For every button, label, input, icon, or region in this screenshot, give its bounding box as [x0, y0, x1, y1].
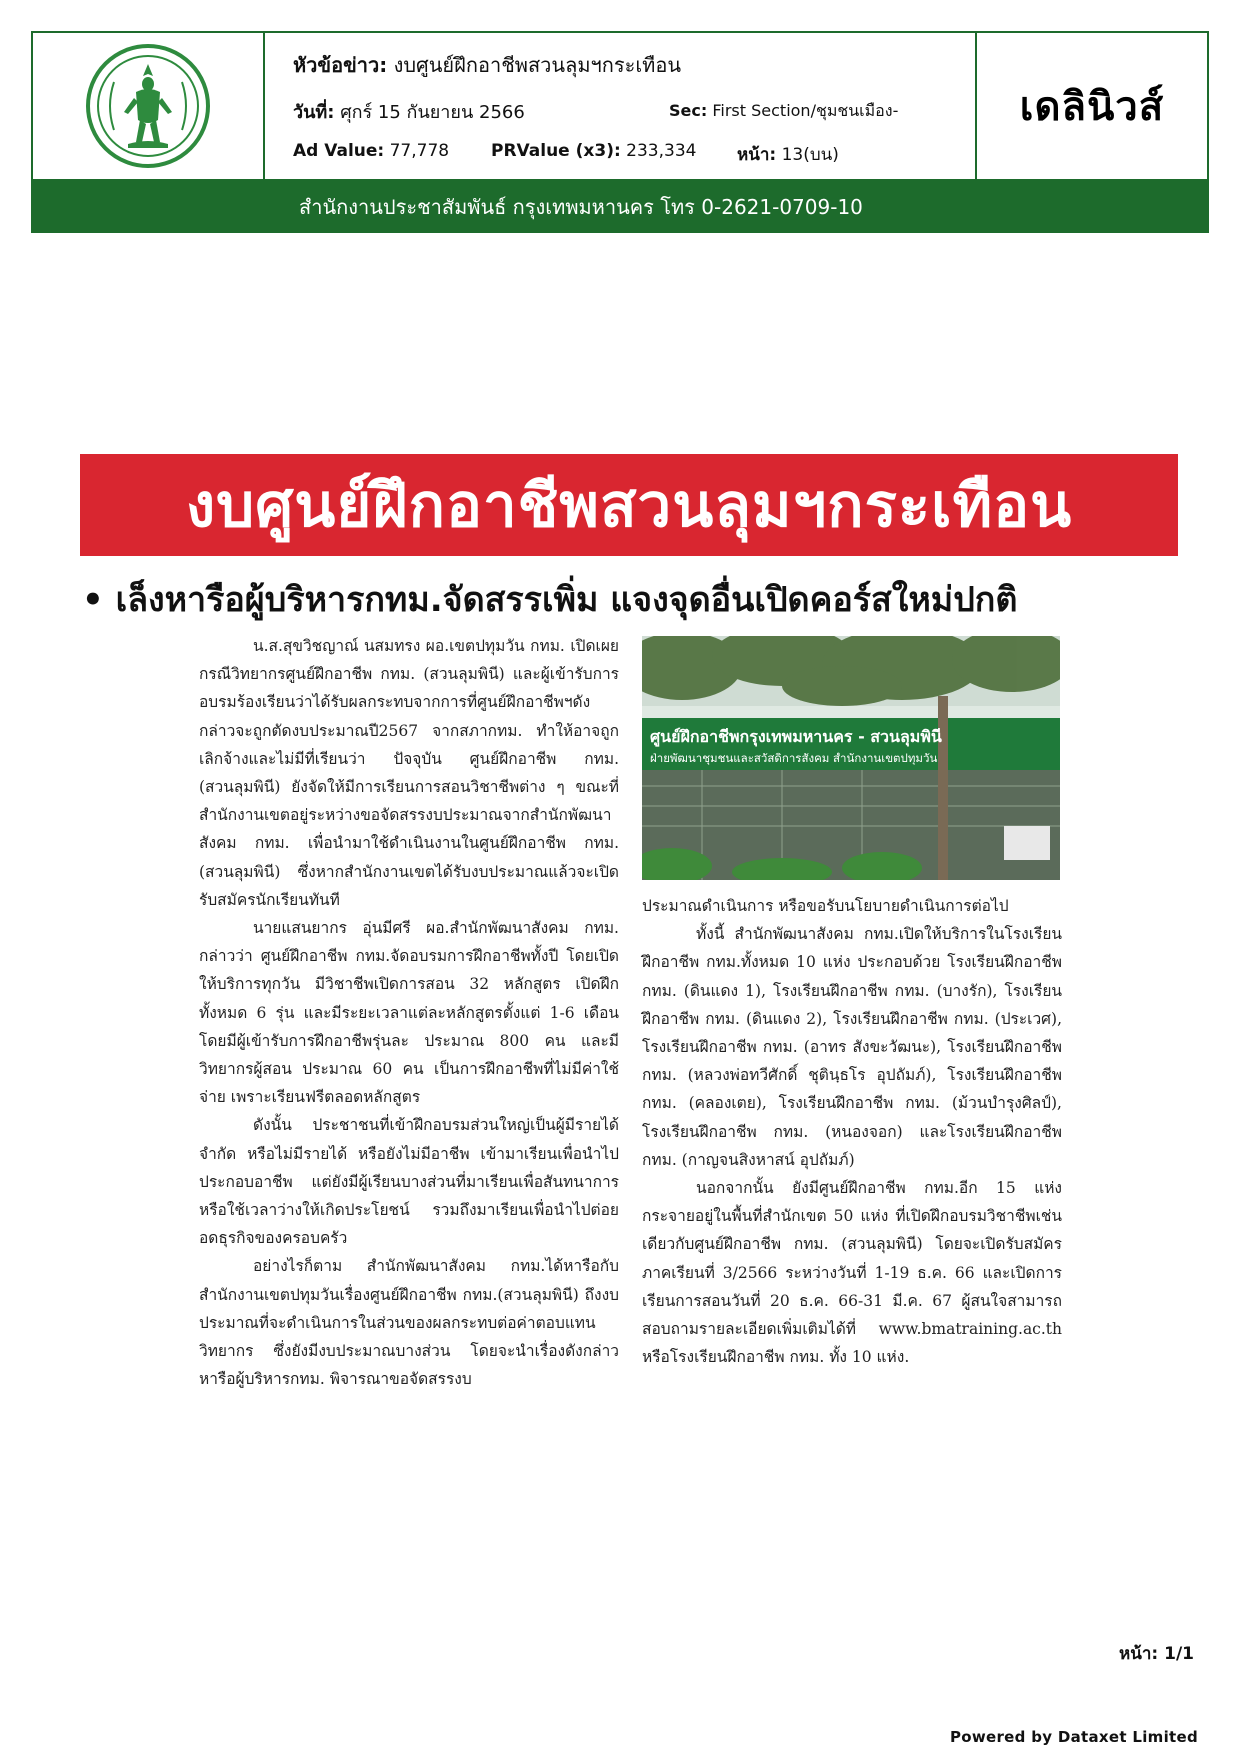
article-column-left [199, 632, 619, 1393]
office-bar: สำนักงานประชาสัมพันธ์ กรุงเทพมหานคร โทร 0-2621-0709-10 [31, 181, 1209, 233]
date-value: ศุกร์ 15 กันยายน 2566 [340, 102, 525, 123]
article-column-right [642, 892, 1062, 1371]
paragraph-continued: ประมาณดำเนินการ หรือขอรับนโยบายดำเนินการต่อไป [642, 897, 1009, 915]
article-photo [642, 636, 1060, 880]
newspaper-brand: เดลินิวส์ [1019, 84, 1165, 130]
newspaper-brand-cell [975, 33, 1207, 179]
photo-sign-line1: ศูนย์ฝึกอาชีพกรุงเทพมหานคร - สวนลุมพินี [650, 727, 942, 746]
sec-label: Sec: [669, 101, 708, 120]
paragraph: อย่างไรก็ตาม สำนักพัฒนาสังคม กทม.ได้หารือกับสำนักงานเขตปทุมวันเรื่องศูนย์ฝึกอาชีพ กทม.(สวนลุมพินี) ถึงงบประมาณที่จะดำเนินการในส่วนของผลกระทบต่อค่าตอบแทนวิทยากร ซึ่งยังมีงบประมาณบางส่วน โดยจะนำเรื่องดังกล่าวหารือผู้บริหารกทม. พิจารณาขอจัดสรรงบ [199, 1257, 619, 1389]
headline-label: หัวข้อข่าว: [293, 53, 388, 77]
clipping-info [265, 33, 1003, 179]
bma-seal-icon [84, 42, 212, 170]
clipping-header [31, 31, 1209, 181]
page-number: หน้า: 1/1 [1119, 1644, 1194, 1664]
logo-cell [33, 33, 265, 179]
paragraph: นายแสนยากร อุ่นมีศรี ผอ.สำนักพัฒนาสังคม กทม. กล่าวว่า ศูนย์ฝึกอาชีพ กทม.จัดอบรมการฝึกอาชีพทั้งปี โดยเปิดให้บริการทุกวัน มีวิชาชีพเปิดการสอน 32 หลักสูตร เปิดฝึกทั้งหมด 6 รุ่น และมีระยะเวลาแต่ละหลักสูตรตั้งแต่ 1-6 เดือน โดยมีผู้เข้ารับการฝึกอาชีพรุ่นละ ประมาณ 800 คน และมีวิทยากรผู้สอน ประมาณ 60 คน เป็นการฝึกอาชีพที่ไม่มีค่าใช้จ่าย เพราะเรียนฟรีตลอดหลักสูตร [199, 919, 619, 1107]
paragraph: น.ส.สุขวิชญาณ์ นสมทรง ผอ.เขตปทุมวัน กทม. เปิดเผย กรณีวิทยากรศูนย์ฝึกอาชีพ กทม. (สวนลุมพินี) และผู้เข้ารับการอบรมร้องเรียนว่าได้รับผลกระทบจากการที่ศูนย์ฝึกอาชีพฯดังกล่าวจะถูกตัดงบประมาณปี2567 จากสภากทม. ทำให้อาจถูกเลิกจ้างและไม่มีที่เรียนว่า ปัจจุบัน ศูนย์ฝึกอาชีพ กทม.(สวนลุมพินี) ยังจัดให้มีการเรียนการสอนวิชาชีพต่าง ๆ ขณะที่สำนักงานเขตอยู่ระหว่างขอจัดสรรงบประมาณจากสำนักพัฒนาสังคม กทม. เพื่อนำมาใช้ดำเนินงานในศูนย์ฝึกอาชีพ กทม. (สวนลุมพินี) ซึ่งหากสำนักงานเขตได้รับงบประมาณแล้วจะเปิดรับสมัครนักเรียนทันที [199, 637, 619, 909]
paragraph: ทั้งนี้ สำนักพัฒนาสังคม กทม.เปิดให้บริการในโรงเรียนฝึกอาชีพ กทม.ทั้งหมด 10 แห่ง ประกอบด้วย โรงเรียนฝึกอาชีพ กทม. (ดินแดง 1), โรงเรียนฝึกอาชีพ กทม. (บางรัก), โรงเรียนฝึกอาชีพ กทม. (ดินแดง 2), โรงเรียนฝึกอาชีพ กทม. (ประเวศ), โรงเรียนฝึกอาชีพ กทม. (อาทร สังขะวัฒนะ), โรงเรียนฝึกอาชีพ กทม. (หลวงพ่อทวีศักดิ์ ชุตินฺธโร อุปถัมภ์), โรงเรียนฝึกอาชีพ กทม. (คลองเตย), โรงเรียนฝึกอาชีพ กทม. (ม้วนบำรุงศิลป์), โรงเรียนฝึกอาชีพ กทม. (หนองจอก) และโรงเรียนฝึกอาชีพ กทม. (กาญจนสิงหาสน์ อุปถัมภ์) [642, 925, 1062, 1169]
paragraph: ดังนั้น ประชาชนที่เข้าฝึกอบรมส่วนใหญ่เป็นผู้มีรายได้จำกัด หรือไม่มีรายได้ หรือยังไม่มีอาชีพ เข้ามาเรียนเพื่อนำไปประกอบอาชีพ แต่ยังมีผู้เรียนบางส่วนที่มาเรียนเพื่อสันทนาการ หรือใช้เวลาว่างให้เกิดประโยชน์ รวมถึงมาเรียนเพื่อนำไปต่อยอดธุรกิจของครอบครัว [199, 1116, 619, 1248]
article-subhead: • เล็งหารือผู้บริหารกทม.จัดสรรเพิ่ม แจงจุดอื่นเปิดคอร์สใหม่ปกติ [82, 580, 1018, 620]
page-label: หน้า: [737, 145, 777, 165]
ad-value: 77,778 [389, 141, 450, 161]
article-headline: งบศูนย์ฝึกอาชีพสวนลุมฯกระเทือน [80, 454, 1178, 556]
ad-value-label: Ad Value: [293, 141, 385, 161]
date-label: วันที่: [293, 102, 335, 123]
headline-value: งบศูนย์ฝึกอาชีพสวนลุมฯกระเทือน [393, 53, 682, 77]
sec-value: First Section/ชุมชนเมือง- [712, 101, 899, 120]
prvalue-label: PRValue (x3): [491, 141, 621, 161]
powered-by: Powered by Dataxet Limited [949, 1728, 1198, 1746]
prvalue-value: 233,334 [626, 141, 697, 161]
photo-sign-line2: ฝ่ายพัฒนาชุมชนและสวัสดิการสังคม สำนักงานเขตปทุมวัน [650, 751, 938, 765]
paragraph: นอกจากนั้น ยังมีศูนย์ฝึกอาชีพ กทม.อีก 15 แห่ง กระจายอยู่ในพื้นที่สำนักเขต 50 แห่ง ที่เปิดฝึกอบรมวิชาชีพเช่นเดียวกับศูนย์ฝึกอาชีพ กทม. (สวนลุมพินี) โดยจะเปิดรับสมัครภาคเรียนที่ 3/2566 ระหว่างวันที่ 1-19 ธ.ค. 66 และเปิดการเรียนการสอนวันที่ 20 ธ.ค. 66-31 มี.ค. 67 ผู้สนใจสามารถสอบถามรายละเอียดเพิ่มเติมได้ที่ www.bmatraining.ac.th หรือโรงเรียนฝึกอาชีพ กทม. ทั้ง 10 แห่ง. [642, 1179, 1062, 1367]
page-value: 13(บน) [781, 145, 839, 165]
building-photo-image [642, 636, 1060, 880]
